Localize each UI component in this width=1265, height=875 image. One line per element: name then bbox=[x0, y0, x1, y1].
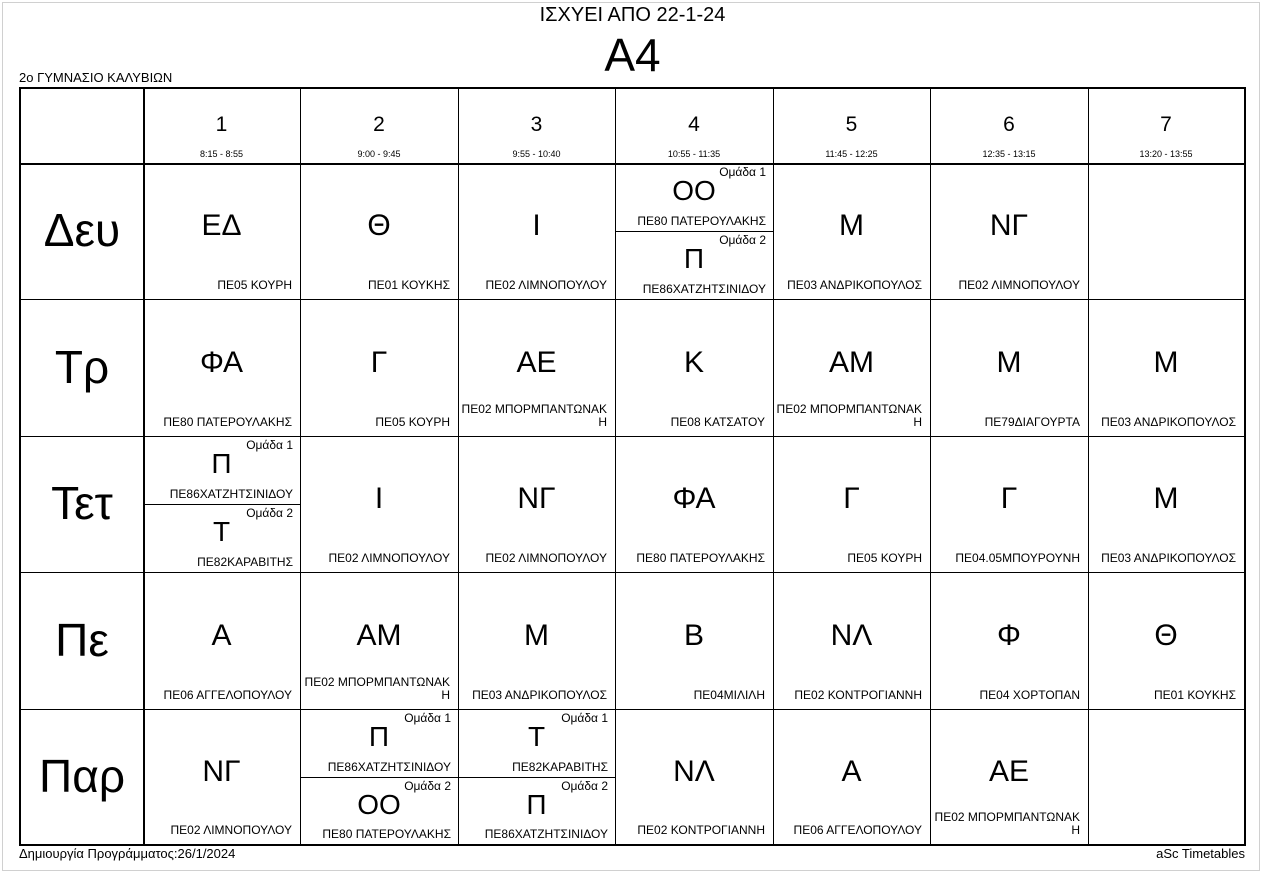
teacher-name: ΠΕ03 ΑΝΔΡΙΚΟΠΟΥΛΟΣ bbox=[787, 278, 922, 292]
teacher-name: ΠΕ80 ΠΑΤΕΡΟΥΛΑΚΗΣ bbox=[636, 551, 765, 565]
teacher-name: ΠΕ04 ΧΟΡΤΟΠΑΝ bbox=[979, 688, 1080, 702]
period-number: 4 bbox=[688, 113, 700, 136]
group-lesson bbox=[615, 231, 773, 299]
lesson-cell bbox=[143, 299, 300, 436]
lesson-cell bbox=[458, 163, 615, 299]
teacher-name: ΠΕ08 ΚΑΤΣΑΤΟΥ bbox=[670, 415, 765, 429]
lesson-cell bbox=[773, 709, 930, 844]
lesson-cell bbox=[300, 299, 458, 436]
teacher-name: ΠΕ86ΧΑΤΖΗΤΣΙΝΙΔΟΥ bbox=[169, 487, 293, 501]
class-title: Α4 bbox=[604, 29, 661, 81]
lesson-cell bbox=[143, 572, 300, 709]
group-label: Ομάδα 1 bbox=[404, 711, 451, 725]
lesson-cell bbox=[930, 709, 1088, 844]
group-lesson bbox=[458, 709, 615, 777]
subject-code: Α bbox=[211, 618, 232, 652]
lesson-cell bbox=[458, 572, 615, 709]
period-number: 1 bbox=[215, 113, 228, 136]
teacher-name: ΠΕ06 ΑΓΓΕΛΟΠΟΥΛΟΥ bbox=[163, 688, 292, 702]
subject-code: ΑΜ bbox=[829, 345, 874, 379]
software-brand: aSc Timetables bbox=[1156, 846, 1245, 861]
teacher-name: ΠΕ82ΚΑΡΑΒΙΤΗΣ bbox=[197, 555, 293, 569]
lesson-cell bbox=[300, 709, 458, 844]
subject-code: Π bbox=[211, 448, 232, 479]
lesson-cell bbox=[143, 436, 300, 572]
subject-code: ΝΓ bbox=[517, 482, 556, 515]
teacher-name: ΠΕ80 ΠΑΤΕΡΟΥΛΑΚΗΣ bbox=[637, 214, 766, 228]
period-time: 12:35 - 13:15 bbox=[982, 149, 1036, 159]
teacher-name: ΠΕ02 ΚΟΝΤΡΟΓΙΑΝΝΗ bbox=[637, 823, 765, 837]
period-number: 7 bbox=[1160, 113, 1172, 136]
lesson-cell bbox=[1088, 163, 1244, 299]
lesson-cell bbox=[930, 299, 1088, 436]
teacher-name: ΠΕ03 ΑΝΔΡΙΚΟΠΟΥΛΟΣ bbox=[472, 688, 607, 702]
group-divider bbox=[615, 231, 773, 232]
subject-code: ΑΕ bbox=[516, 345, 557, 379]
teacher-name: ΠΕ79ΔΙΑΓΟΥΡΤΑ bbox=[984, 415, 1080, 429]
teacher-name: ΠΕ03 ΑΝΔΡΙΚΟΠΟΥΛΟΣ bbox=[1101, 551, 1236, 565]
teacher-name: ΠΕ86ΧΑΤΖΗΤΣΙΝΙΔΟΥ bbox=[327, 759, 451, 774]
subject-code: ΦΑ bbox=[199, 345, 244, 379]
period-time: 9:55 - 10:40 bbox=[512, 149, 561, 159]
day-label: Πε bbox=[55, 613, 109, 666]
subject-code: Τ bbox=[527, 721, 546, 752]
period-time: 8:15 - 8:55 bbox=[199, 149, 244, 159]
teacher-name: ΠΕ02 ΛΙΜΝΟΠΟΥΛΟΥ bbox=[328, 551, 450, 565]
subject-code: Π bbox=[368, 721, 390, 752]
lesson-cell bbox=[773, 299, 930, 436]
subject-code: Α bbox=[841, 754, 862, 788]
group-label: Ομάδα 2 bbox=[719, 233, 766, 247]
creation-date: Δημιουργία Προγράμματος:26/1/2024 bbox=[19, 846, 236, 861]
teacher-name: ΠΕ06 ΑΓΓΕΛΟΠΟΥΛΟΥ bbox=[793, 823, 922, 837]
group-label: Ομάδα 1 bbox=[719, 165, 766, 179]
group-lesson bbox=[300, 709, 458, 777]
group-lesson bbox=[143, 436, 300, 504]
subject-code: ΝΛ bbox=[830, 618, 873, 652]
lesson-cell bbox=[930, 436, 1088, 572]
teacher-name: ΠΕ05 ΚΟΥΡΗ bbox=[847, 551, 922, 565]
day-label: Δευ bbox=[43, 204, 121, 256]
validity-subtitle: ΙΣΧΥΕΙ ΑΠΟ 22-1-24 bbox=[539, 4, 726, 26]
teacher-name: ΠΕ82ΚΑΡΑΒΙΤΗΣ bbox=[512, 759, 608, 774]
period-time: 13:20 - 13:55 bbox=[1139, 149, 1193, 159]
lesson-cell bbox=[143, 163, 300, 299]
subject-code: Τ bbox=[212, 516, 231, 547]
lesson-cell bbox=[773, 436, 930, 572]
period-number: 6 bbox=[1003, 113, 1015, 136]
period-number: 2 bbox=[373, 113, 385, 136]
group-lesson bbox=[615, 163, 773, 231]
teacher-name: ΠΕ01 ΚΟΥΚΗΣ bbox=[1153, 688, 1236, 702]
lesson-cell bbox=[1088, 709, 1244, 844]
lesson-cell bbox=[458, 709, 615, 844]
subject-code: Θ bbox=[1154, 618, 1178, 652]
lesson-cell bbox=[300, 436, 458, 572]
subject-code: Φ bbox=[997, 618, 1021, 652]
subject-code: Μ bbox=[1153, 345, 1179, 379]
subject-code: ΟΟ bbox=[357, 788, 401, 820]
teacher-name: ΠΕ04ΜΙΛΙΛΗ bbox=[693, 688, 765, 702]
period-time: 11:45 - 12:25 bbox=[825, 149, 878, 159]
group-label: Ομάδα 2 bbox=[246, 506, 293, 520]
teacher-name: ΠΕ02 ΛΙΜΝΟΠΟΥΛΟΥ bbox=[958, 278, 1080, 292]
teacher-name: ΠΕ02 ΚΟΝΤΡΟΓΙΑΝΝΗ bbox=[794, 688, 922, 702]
day-label: Τρ bbox=[54, 340, 110, 393]
subject-code: Γ bbox=[843, 482, 860, 515]
subject-code: Β bbox=[683, 618, 704, 652]
lesson-cell bbox=[1088, 436, 1244, 572]
subject-code: Π bbox=[526, 788, 547, 820]
lesson-cell bbox=[615, 299, 773, 436]
group-lesson bbox=[458, 777, 615, 845]
teacher-name: ΠΕ05 ΚΟΥΡΗ bbox=[217, 278, 292, 292]
group-label: Ομάδα 2 bbox=[404, 778, 451, 793]
teacher-name: ΠΕ04.05ΜΠΟΥΡΟΥΝΗ bbox=[955, 551, 1080, 565]
day-label: Παρ bbox=[39, 749, 125, 802]
teacher-name: ΠΕ02 ΜΠΟΡΜΠΑΝΤΩΝΑΚ Η bbox=[461, 402, 607, 429]
group-label: Ομάδα 1 bbox=[246, 438, 293, 452]
period-time: 10:55 - 11:35 bbox=[667, 149, 721, 159]
group-lesson bbox=[300, 777, 458, 845]
subject-code: Θ bbox=[367, 209, 391, 242]
group-lesson bbox=[143, 504, 300, 572]
lesson-cell bbox=[300, 572, 458, 709]
group-label: Ομάδα 2 bbox=[561, 778, 608, 793]
lesson-cell bbox=[773, 572, 930, 709]
teacher-name: ΠΕ86ΧΑΤΖΗΤΣΙΝΙΔΟΥ bbox=[642, 282, 766, 296]
subject-code: ΝΓ bbox=[989, 209, 1029, 242]
lesson-cell bbox=[615, 709, 773, 844]
subject-code: Γ bbox=[370, 345, 388, 379]
teacher-name: ΠΕ02 ΛΙΜΝΟΠΟΥΛΟΥ bbox=[170, 823, 292, 837]
teacher-name: ΠΕ80 ΠΑΤΕΡΟΥΛΑΚΗΣ bbox=[322, 827, 451, 841]
group-divider bbox=[458, 777, 615, 778]
group-divider bbox=[143, 504, 300, 505]
teacher-name: ΠΕ05 ΚΟΥΡΗ bbox=[375, 415, 450, 429]
lesson-cell bbox=[615, 163, 773, 299]
teacher-name: ΠΕ02 ΛΙΜΝΟΠΟΥΛΟΥ bbox=[485, 551, 607, 565]
lesson-cell bbox=[615, 572, 773, 709]
lesson-cell bbox=[458, 299, 615, 436]
lesson-cell bbox=[458, 436, 615, 572]
teacher-name: ΠΕ03 ΑΝΔΡΙΚΟΠΟΥΛΟΣ bbox=[1101, 415, 1236, 429]
subject-code: Μ bbox=[1153, 482, 1179, 515]
teacher-name: ΠΕ02 ΜΠΟΡΜΠΑΝΤΩΝΑΚ Η bbox=[304, 675, 450, 702]
teacher-name: ΠΕ86ΧΑΤΖΗΤΣΙΝΙΔΟΥ bbox=[484, 827, 608, 841]
lesson-cell bbox=[615, 436, 773, 572]
school-name: 2ο ΓΥΜΝΑΣΙΟ ΚΑΛΥΒΙΩΝ bbox=[19, 70, 173, 85]
subject-code: Ι bbox=[374, 482, 384, 515]
subject-code: Μ bbox=[839, 209, 864, 242]
subject-code: ΟΟ bbox=[672, 175, 716, 206]
subject-code: Μ bbox=[524, 618, 549, 652]
period-time: 9:00 - 9:45 bbox=[357, 149, 401, 159]
lesson-cell bbox=[1088, 572, 1244, 709]
subject-code: ΝΛ bbox=[673, 754, 715, 788]
subject-code: ΑΜ bbox=[356, 618, 402, 652]
timetable-grid bbox=[19, 87, 1246, 846]
teacher-name: ΠΕ02 ΜΠΟΡΜΠΑΝΤΩΝΑΚ Η bbox=[934, 810, 1080, 837]
period-number: 3 bbox=[530, 113, 543, 136]
subject-code: Ι bbox=[532, 209, 541, 242]
subject-code: ΝΓ bbox=[202, 754, 241, 788]
subject-code: ΕΔ bbox=[201, 209, 242, 242]
period-number: 5 bbox=[845, 113, 858, 136]
lesson-cell bbox=[773, 163, 930, 299]
teacher-name: ΠΕ01 ΚΟΥΚΗΣ bbox=[367, 278, 450, 292]
group-label: Ομάδα 1 bbox=[561, 711, 608, 725]
lesson-cell bbox=[930, 572, 1088, 709]
lesson-cell bbox=[930, 163, 1088, 299]
group-divider bbox=[300, 777, 458, 778]
lesson-cell bbox=[1088, 299, 1244, 436]
day-label: Τετ bbox=[51, 477, 113, 529]
teacher-name: ΠΕ02 ΛΙΜΝΟΠΟΥΛΟΥ bbox=[485, 278, 607, 292]
subject-code: ΑΕ bbox=[988, 754, 1030, 788]
subject-code: Γ bbox=[1000, 482, 1018, 515]
lesson-cell bbox=[300, 163, 458, 299]
teacher-name: ΠΕ80 ΠΑΤΕΡΟΥΛΑΚΗΣ bbox=[163, 415, 292, 429]
subject-code: Κ bbox=[683, 345, 704, 379]
subject-code: Π bbox=[683, 243, 705, 274]
teacher-name: ΠΕ02 ΜΠΟΡΜΠΑΝΤΩΝΑΚ Η bbox=[776, 402, 922, 429]
subject-code: ΦΑ bbox=[672, 482, 716, 515]
lesson-cell bbox=[143, 709, 300, 844]
subject-code: Μ bbox=[996, 345, 1022, 379]
